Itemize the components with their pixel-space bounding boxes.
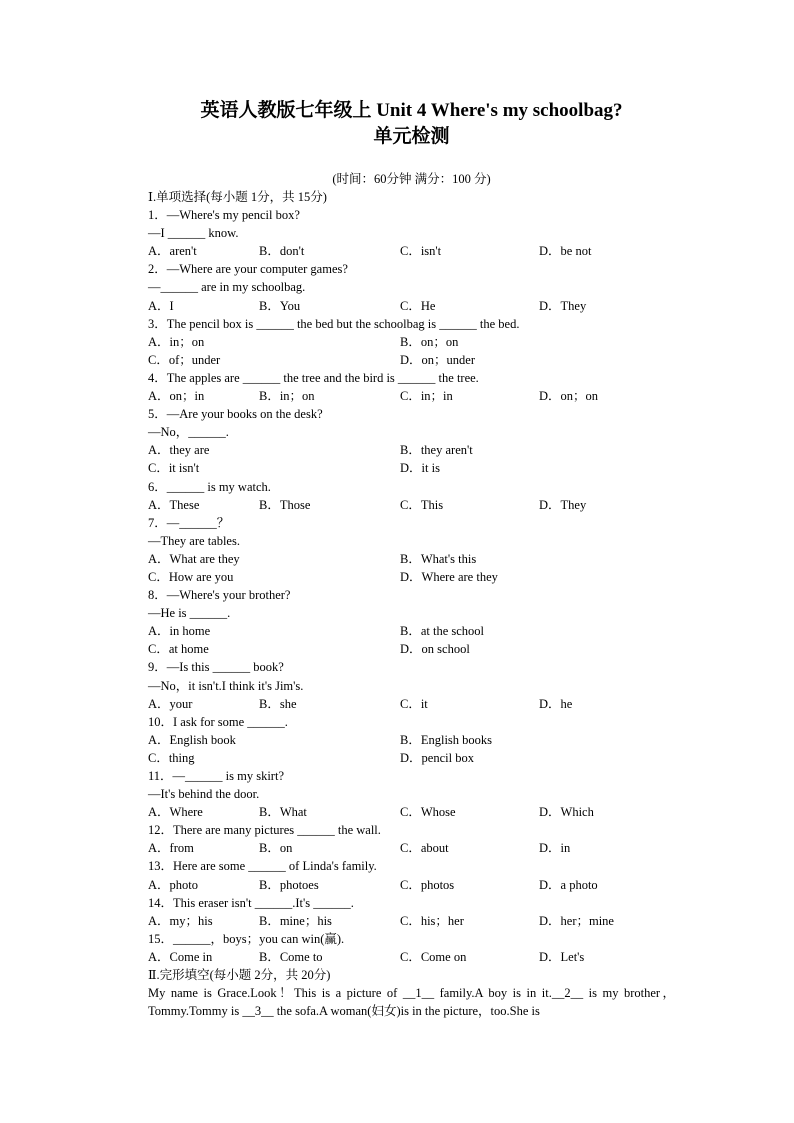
option-row <box>148 297 675 315</box>
answer-option: A．your <box>148 696 193 711</box>
question-dialogue: —It's behind the door. <box>148 787 260 802</box>
answer-option: B．Those <box>259 497 311 512</box>
question-stem: 15．______，boys；you can win(赢). <box>148 931 345 946</box>
answer-option: B．don't <box>259 244 305 259</box>
option-row <box>148 387 675 405</box>
answer-option: A．they are <box>148 443 210 458</box>
answer-option: D．he <box>539 696 573 711</box>
question-stem: 14．This eraser isn't ______.It's ______. <box>148 895 354 910</box>
question-dialogue: —I ______ know. <box>148 226 239 241</box>
answer-option: B．English books <box>400 732 493 747</box>
answer-option: D．it is <box>400 461 440 476</box>
option-row <box>148 622 675 640</box>
answer-option: C．isn't <box>400 244 442 259</box>
question-stem: 3．The pencil box is ______ the bed but the schoolbag is ______ the bed. <box>148 316 520 331</box>
answer-option: C．thing <box>148 750 195 765</box>
question-dialogue: —No，it isn't.I think it's Jim's. <box>148 678 304 693</box>
answer-option: D．pencil box <box>400 750 474 765</box>
answer-option: C．it isn't <box>148 461 200 476</box>
answer-option: C．about <box>400 841 449 856</box>
answer-option: A．from <box>148 841 194 856</box>
option-row <box>148 948 675 966</box>
answer-option: A．Where <box>148 805 203 820</box>
question-stem: 11．—______ is my skirt? <box>148 769 284 783</box>
answer-option: D．her；mine <box>539 913 614 928</box>
question-stem: 1．—Where's my pencil box? <box>148 208 300 223</box>
answer-option: B．they aren't <box>400 443 473 458</box>
answer-option: D．a photo <box>539 877 598 892</box>
option-row <box>148 242 675 260</box>
option-row <box>148 839 675 857</box>
option-row <box>148 568 675 586</box>
section-heading: Ⅱ.完形填空(每小题 2分，共 20分) <box>148 968 331 983</box>
answer-option: A．aren't <box>148 244 197 259</box>
answer-option: D．They <box>539 298 587 313</box>
option-row <box>148 459 675 477</box>
answer-option: D．Where are they <box>400 569 498 584</box>
answer-option: B．in；on <box>259 389 315 404</box>
answer-option: A．What are they <box>148 551 240 566</box>
question-stem: 9．—Is this ______ book? <box>148 660 284 675</box>
answer-option: C．in；in <box>400 389 453 404</box>
question-dialogue: —______ are in my schoolbag. <box>148 280 306 295</box>
answer-option: C．He <box>400 298 436 313</box>
answer-option: B．she <box>259 696 297 711</box>
answer-option: C．his；her <box>400 913 464 928</box>
option-row <box>148 351 675 369</box>
option-row <box>148 912 675 930</box>
option-row <box>148 803 675 821</box>
answer-option: C．it <box>400 696 428 711</box>
answer-option: B．photoes <box>259 877 319 892</box>
question-stem: 4．The apples are ______ the tree and the bird is ______ the tree. <box>148 370 479 385</box>
answer-option: B．at the school <box>400 624 485 639</box>
answer-option: A．my；his <box>148 913 213 928</box>
question-stem: 6．______ is my watch. <box>148 479 271 494</box>
question-dialogue: —They are tables. <box>148 533 240 548</box>
answer-option: C．This <box>400 497 444 512</box>
option-row <box>148 441 675 459</box>
question-stem: 2．—Where are your computer games? <box>148 262 348 277</box>
answer-option: D．on school <box>400 642 470 657</box>
answer-option: A．in；on <box>148 334 205 349</box>
answer-option: A．I <box>148 298 174 313</box>
exam-page <box>148 98 675 1020</box>
cloze-paragraph: My name is Grace.Look！This is a picture of __1__ family.A boy is in it.__2__ is my brother，Tommy.Tommy is __3__ the sofa.A woman(妇女)is in the picture，too.She is <box>148 986 675 1019</box>
question-list <box>148 206 675 966</box>
answer-option: D．on；under <box>400 352 475 367</box>
answer-option: D．on；on <box>539 389 599 404</box>
question-dialogue: —He is ______. <box>148 606 231 621</box>
answer-option: A．Come in <box>148 949 213 964</box>
option-row <box>148 749 675 767</box>
answer-option: D．Let's <box>539 949 585 964</box>
answer-option: A．on；in <box>148 389 205 404</box>
section-heading: Ⅰ.单项选择(每小题 1分，共 15分) <box>148 190 327 204</box>
answer-option: A．photo <box>148 877 199 892</box>
page-subtitle: 单元检测 <box>373 126 450 147</box>
answer-option: B．on；on <box>400 334 459 349</box>
question-stem: 5．—Are your books on the desk? <box>148 407 323 422</box>
option-row <box>148 640 675 658</box>
exam-meta: (时间：60分钟 满分：100 分) <box>332 172 491 186</box>
answer-option: B．You <box>259 298 301 313</box>
answer-option: C．of；under <box>148 352 221 367</box>
question-stem: 10．I ask for some ______. <box>148 714 288 729</box>
answer-option: C．Come on <box>400 949 467 964</box>
option-row <box>148 731 675 749</box>
answer-option: B．Come to <box>259 949 323 964</box>
page-title: 英语人教版七年级上 Unit 4 Where's my schoolbag? <box>200 100 623 121</box>
answer-option: B．mine；his <box>259 913 332 928</box>
option-row <box>148 876 675 894</box>
answer-option: C．at home <box>148 642 209 657</box>
answer-option: B．on <box>259 841 293 856</box>
question-stem: 12．There are many pictures ______ the wall. <box>148 823 381 838</box>
option-row <box>148 550 675 568</box>
question-stem: 8．—Where's your brother? <box>148 588 291 603</box>
answer-option: B．What's this <box>400 551 477 566</box>
answer-option: B．What <box>259 805 307 820</box>
question-dialogue: —No，______. <box>148 425 229 440</box>
option-row <box>148 333 675 351</box>
answer-option: A．in home <box>148 624 211 639</box>
answer-option: C．How are you <box>148 569 234 584</box>
question-stem: 7．—______？ <box>148 515 230 530</box>
answer-option: D．be not <box>539 244 592 259</box>
answer-option: C．photos <box>400 877 455 892</box>
answer-option: D．in <box>539 841 571 856</box>
answer-option: D．Which <box>539 805 594 820</box>
answer-option: A．These <box>148 497 200 512</box>
answer-option: A．English book <box>148 732 236 747</box>
option-row <box>148 496 675 514</box>
answer-option: C．Whose <box>400 805 456 820</box>
option-row <box>148 695 675 713</box>
answer-option: D．They <box>539 497 587 512</box>
question-stem: 13．Here are some ______ of Linda's family. <box>148 859 377 874</box>
